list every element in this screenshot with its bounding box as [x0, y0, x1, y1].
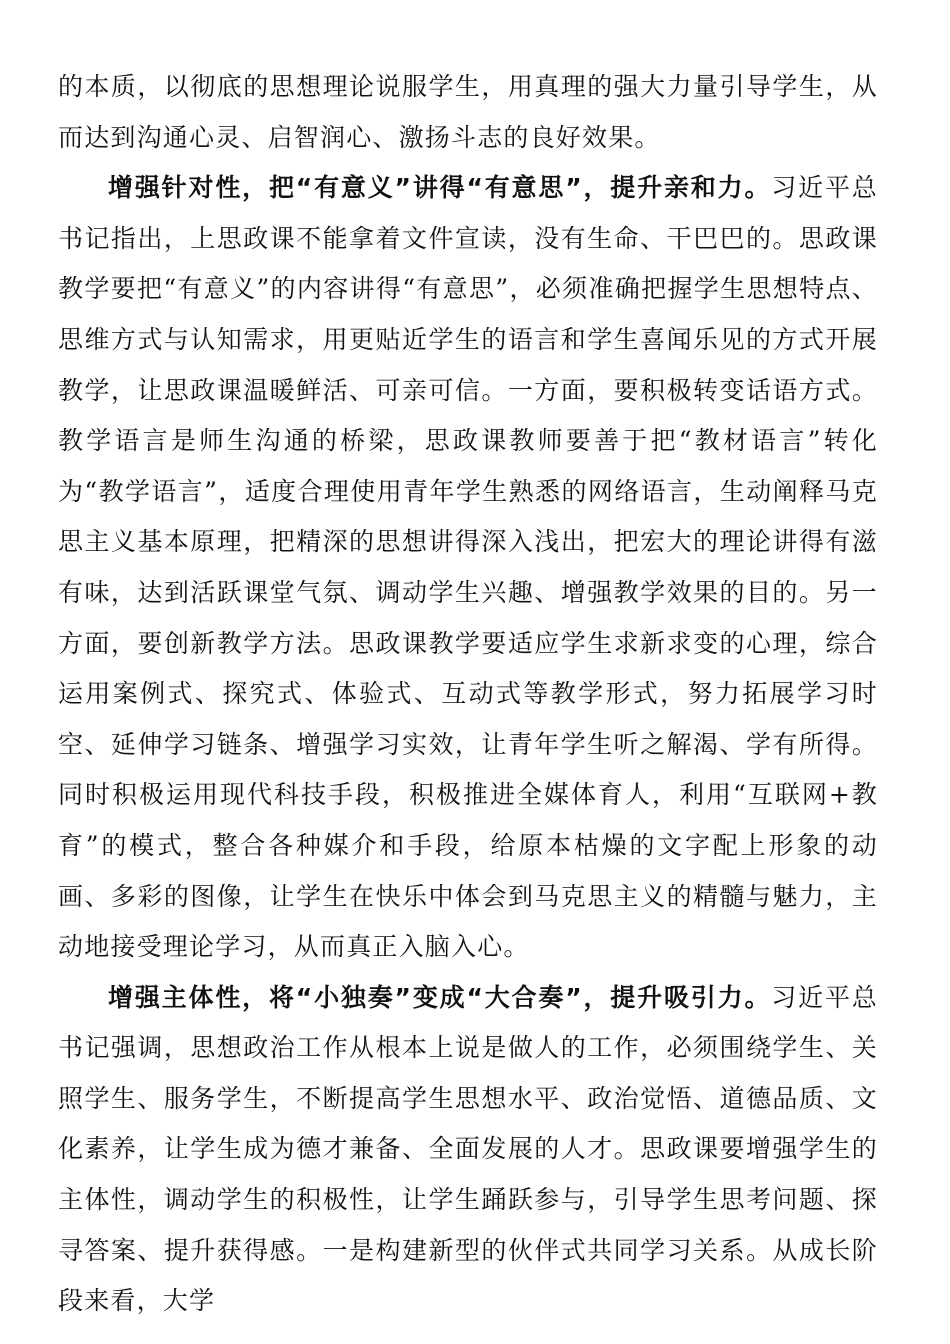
- paragraph-body: 习近平总书记强调，思想政治工作从根本上说是做人的工作，必须围绕学生、关照学生、服务学生，不断提高学生思想水平、政治觉悟、道德品质、文化素养，让学生成为德才兼备、全面发展的人才。思政课要增强学生的主体性，调动学生的积极性，让学生踊跃参与，引导学生思考问题、探寻答案、提升获得感。一是构建新型的伙伴式共同学习关系。从成长阶段来看，大学: [58, 982, 878, 1316]
- paragraph-body: 的本质，以彻底的思想理论说服学生，用真理的强大力量引导学生，从而达到沟通心灵、启智润心、激扬斗志的良好效果。: [58, 72, 878, 152]
- paragraph-heading: 增强针对性，把“有意义”讲得“有意思”，提升亲和力。: [108, 173, 772, 203]
- paragraph-affinity: [58, 163, 878, 973]
- paragraph-body: 习近平总书记指出，上思政课不能拿着文件宣读，没有生命、干巴巴的。思政课教学要把“有意义”的内容讲得“有意思”，必须准确把握学生思想特点、思维方式与认知需求，用更贴近学生的语言和学生喜闻乐见的方式开展教学，让思政课温暖鲜活、可亲可信。一方面，要积极转变话语方式。教学语言是师生沟通的桥梁，思政课教师要善于把“教材语言”转化为“教学语言”，适度合理使用青年学生熟悉的网络语言，生动阐释马克思主义基本原理，把精深的思想讲得深入浅出，把宏大的理论讲得有滋有味，达到活跃课堂气氛、调动学生兴趣、增强教学效果的目的。另一方面，要创新教学方法。思政课教学要适应学生求新求变的心理，综合运用案例式、探究式、体验式、互动式等教学形式，努力拓展学习时空、延伸学习链条、增强学习实效，让青年学生听之解渴、学有所得。同时积极运用现代科技手段，积极推进全媒体育人，利用“互联网+教育”的模式，整合各种媒介和手段，给原本枯燥的文字配上形象的动画、多彩的图像，让学生在快乐中体会到马克思主义的精髓与魅力，主动地接受理论学习，从而真正入脑入心。: [58, 173, 878, 962]
- document-page: [58, 62, 878, 1327]
- paragraph-attraction: [58, 973, 878, 1327]
- paragraph-heading: 增强主体性，将“小独奏”变成“大合奏”，提升吸引力。: [108, 982, 772, 1012]
- paragraph-continuation: [58, 62, 878, 163]
